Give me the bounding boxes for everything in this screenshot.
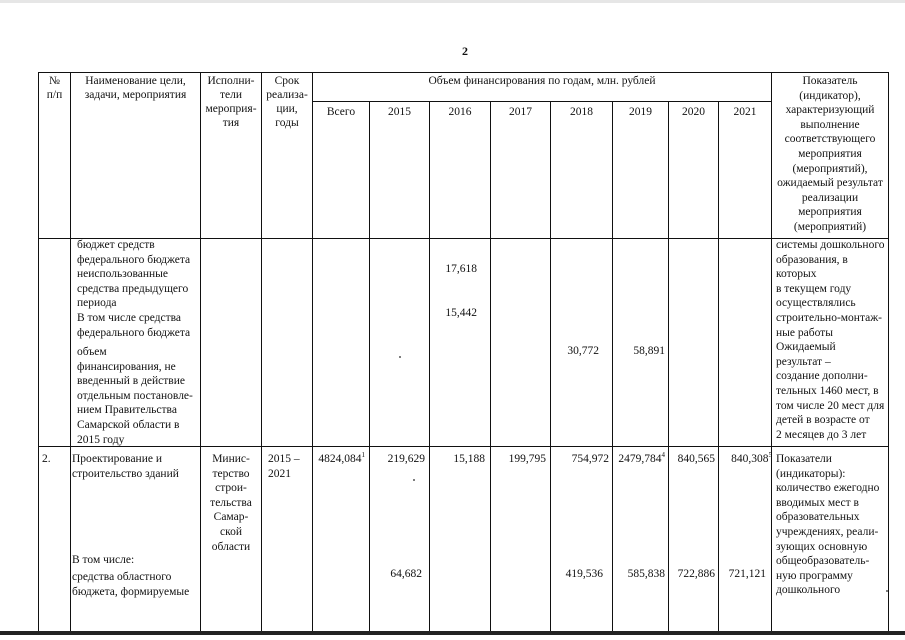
body-border-1 xyxy=(70,238,71,633)
col-border-5 xyxy=(369,101,370,238)
cont-name-3: объем финансирования, не введенный в действие отдельным постановле- нием Правительства Самарской области в 2015 году xyxy=(77,346,193,446)
row2-2019-footnote: 4 xyxy=(661,451,665,459)
header-top-border xyxy=(38,72,889,73)
header-year-2018: 2018 xyxy=(570,106,593,118)
header-year-2019: 2019 xyxy=(629,106,652,118)
row2-2018: 754,972 xyxy=(571,453,609,465)
cont-2016-value-b: 15,442 xyxy=(445,307,477,319)
row2-sub-2021: 721,121 xyxy=(728,568,766,580)
row2-2020: 840,565 xyxy=(677,453,715,465)
cont-2018-value: 30,772 xyxy=(567,345,599,357)
col-border-10 xyxy=(668,101,669,238)
row2-executor: Минис- терство строи- тельства Самар- ской области xyxy=(210,453,252,553)
row2-2016: 15,188 xyxy=(453,453,485,465)
cont-2016-value-a: 17,618 xyxy=(445,263,477,275)
header-year-2021: 2021 xyxy=(733,106,757,118)
header-year-2015: 2015 xyxy=(388,106,411,118)
header-year-2020: 2020 xyxy=(682,106,705,118)
col-border-7 xyxy=(490,101,491,238)
row2-sub-2018: 419,536 xyxy=(565,568,603,580)
row2-term: 2015 – 2021 xyxy=(268,453,300,480)
scan-speck xyxy=(413,479,415,481)
col-border-4 xyxy=(312,72,313,238)
header-year-2017: 2017 xyxy=(509,106,532,118)
page-bottom-edge xyxy=(0,631,905,635)
row2-sub-2019: 585,838 xyxy=(627,568,665,580)
body-border-0 xyxy=(38,238,39,633)
header-name: Наименование цели, задачи, мероприятия xyxy=(84,75,187,101)
body-border-7 xyxy=(490,238,491,633)
header-indicator: Показатель (индикатор), характеризующий выполнение соответствующего мероприятия (мероприятий), ожидаемый результат реализации мероприятия (мероприятий) xyxy=(777,75,883,233)
cont-indicator: системы дошкольного образования, в которых в текущем году осуществлялись строительно-монтаж- ные работы Ожидаемый результат – создание дополни- тельных 1460 мест, в том числе 20 мест для детей в возрасте от 2 месяцев до 3 лет xyxy=(776,239,885,441)
header-total: Всего xyxy=(326,106,356,118)
header-year-2016: 2016 xyxy=(448,106,472,118)
row2-total: 4824,084$^1$ xyxy=(318,451,365,465)
header-term: Срок реализа- ции, годы xyxy=(266,75,308,129)
page-number: 2 xyxy=(462,44,468,58)
col-border-9 xyxy=(612,101,613,238)
cont-name-2: В том числе средства федерального бюджета xyxy=(77,312,191,339)
col-border-8 xyxy=(550,101,551,238)
row2-sub-2020: 722,886 xyxy=(677,568,715,580)
body-border-right xyxy=(888,238,889,633)
row2-indicator: Показатели (индикаторы): количество ежегодно вводимых мест в образовательных учреждениях, реали- зующих основную общеобразователь- ную программу дошкольного xyxy=(776,453,880,597)
row2-2019: 2479,784$^4$ xyxy=(618,451,665,465)
row2-2021-footnote: 5 xyxy=(768,451,772,459)
row2-sub-name: средства областного бюджета, формируемые xyxy=(72,571,190,598)
funding-subheader-border xyxy=(312,101,771,102)
header-executor: Исполни- тели мероприя- тия xyxy=(205,75,257,129)
row2-sub-2015: 64,682 xyxy=(390,568,422,580)
row2-2015: 219,629 xyxy=(387,453,425,465)
row2-2021: 840,308$^5$ xyxy=(731,451,772,465)
col-border-11 xyxy=(718,101,719,238)
cont-2019-value: 58,891 xyxy=(633,345,665,357)
row2-num: 2. xyxy=(42,453,51,465)
col-border-right xyxy=(888,72,889,238)
row2-2017: 199,795 xyxy=(508,453,546,465)
body-border-6 xyxy=(429,238,430,633)
row2-sub-label: В том числе: xyxy=(72,554,135,566)
scan-speck xyxy=(399,356,401,358)
cont-name-1: бюджет средств федерального бюджета неиспользованные средства предыдущего периода xyxy=(77,239,191,310)
body-border-2 xyxy=(200,238,201,633)
body-border-3 xyxy=(261,238,262,633)
page-top-edge xyxy=(0,0,905,3)
body-border-4 xyxy=(312,238,313,633)
header-num: № п/п xyxy=(46,75,63,101)
col-border-6 xyxy=(429,101,430,238)
row2-name: Проектирование и строительство зданий xyxy=(72,453,179,480)
header-funding: Объем финансирования по годам, млн. рублей xyxy=(428,75,656,87)
body-border-12 xyxy=(768,238,772,633)
row2-total-footnote: 1 xyxy=(361,451,365,459)
scan-speck xyxy=(886,590,888,592)
